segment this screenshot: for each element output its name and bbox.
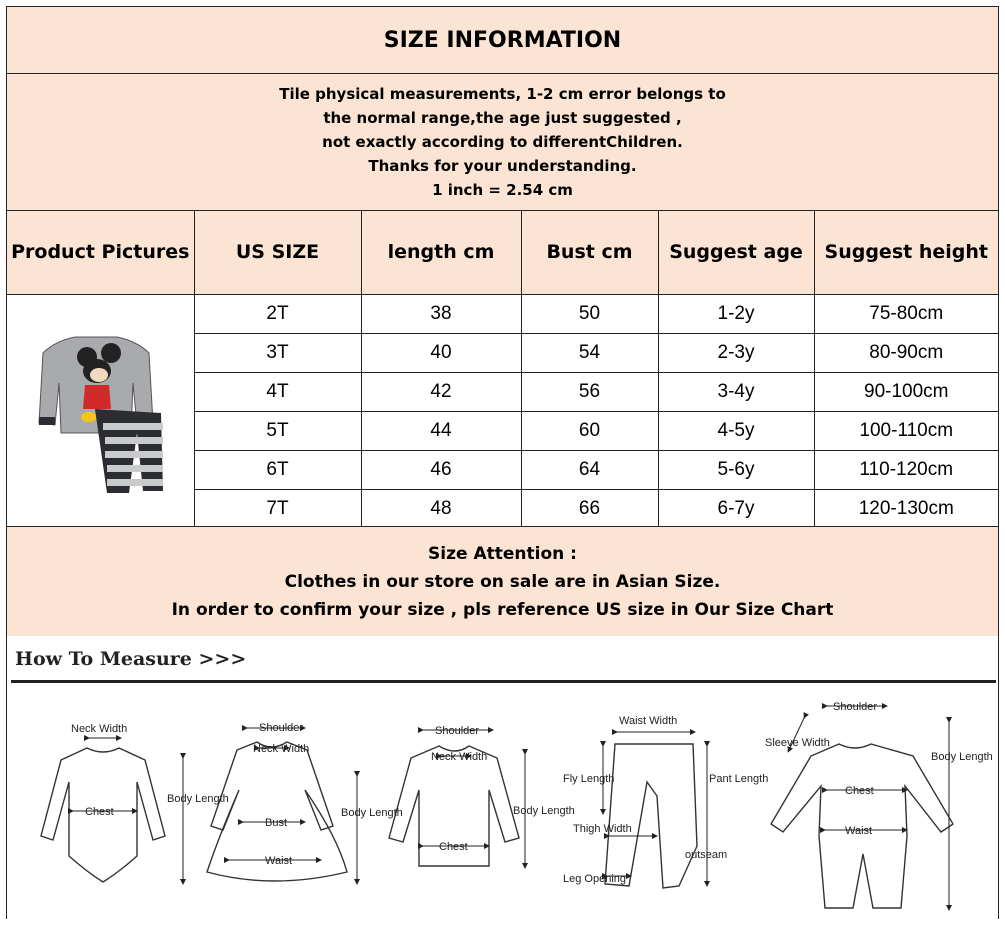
cell-height: 110-120cm xyxy=(814,450,998,489)
cell-length: 44 xyxy=(361,411,521,450)
shoulder-label: Shoulder xyxy=(435,725,480,737)
cell-height: 120-130cm xyxy=(814,489,998,528)
attention-heading: Size Attention : xyxy=(428,543,577,564)
cell-length: 38 xyxy=(361,294,521,333)
col-header-length: length cm xyxy=(361,211,521,294)
col-header-suggest-height: Suggest height xyxy=(814,211,998,294)
waist-label: Waist xyxy=(265,855,293,867)
body-length-label: Body Length xyxy=(167,793,229,805)
notice-line: not exactly according to differentChildren. xyxy=(322,133,683,151)
body-length-label: Body Length xyxy=(513,805,575,817)
size-chart xyxy=(6,6,999,919)
cell-us-size: 7T xyxy=(194,489,361,528)
cell-age: 4-5y xyxy=(658,411,814,450)
cell-height: 90-100cm xyxy=(814,372,998,411)
cell-length: 48 xyxy=(361,489,521,528)
cell-length: 42 xyxy=(361,372,521,411)
waist-width-label: Waist Width xyxy=(619,715,678,727)
waist-label: Waist xyxy=(845,825,873,837)
pants-diagram xyxy=(605,744,697,888)
leg-opening-label: Leg Opening xyxy=(563,873,626,885)
col-header-suggest-age: Suggest age xyxy=(658,211,814,294)
cell-us-size: 2T xyxy=(194,294,361,333)
product-picture xyxy=(7,294,194,528)
how-to-measure xyxy=(7,636,998,919)
col-header-bust: Bust cm xyxy=(521,211,658,294)
col-header-product-pictures: Product Pictures xyxy=(7,211,194,294)
cell-age: 5-6y xyxy=(658,450,814,489)
chest-label: Chest xyxy=(85,806,114,818)
neck-width-label: Neck Width xyxy=(431,751,488,763)
notice-line: Thanks for your understanding. xyxy=(368,157,637,175)
body-length-label: Body Length xyxy=(341,807,403,819)
cell-length: 46 xyxy=(361,450,521,489)
pant-length-label: Pant Length xyxy=(709,773,769,785)
measure-diagrams xyxy=(7,686,998,919)
cell-us-size: 3T xyxy=(194,333,361,372)
table-row xyxy=(7,294,998,333)
notice-line: the normal range,the age just suggested , xyxy=(323,109,682,127)
cell-bust: 60 xyxy=(521,411,658,450)
cell-age: 3-4y xyxy=(658,372,814,411)
cell-height: 80-90cm xyxy=(814,333,998,372)
measurement-notice xyxy=(7,74,998,211)
measure-diagrams-svg xyxy=(7,686,998,919)
cell-bust: 56 xyxy=(521,372,658,411)
attention-line: Clothes in our store on sale are in Asian Size. xyxy=(284,571,721,592)
cell-bust: 50 xyxy=(521,294,658,333)
chest-label: Chest xyxy=(845,785,874,797)
fly-length-label: Fly Length xyxy=(563,773,615,785)
size-table xyxy=(7,211,998,529)
shoulder-label: Shoulder xyxy=(833,701,878,713)
page-title: SIZE INFORMATION xyxy=(7,7,998,74)
thigh-width-label: Thigh Width xyxy=(573,823,632,835)
col-header-us-size: US SIZE xyxy=(194,211,361,294)
sleeve-width-label: Sleeve Width xyxy=(765,737,830,749)
cell-us-size: 6T xyxy=(194,450,361,489)
attention-line: In order to confirm your size , pls reference US size in Our Size Chart xyxy=(171,599,834,620)
table-header-row xyxy=(7,211,998,294)
cell-bust: 54 xyxy=(521,333,658,372)
notice-line: Tile physical measurements, 1-2 cm error belongs to xyxy=(279,85,726,103)
cell-bust: 66 xyxy=(521,489,658,528)
bust-label: Bust xyxy=(265,817,288,829)
chest-label: Chest xyxy=(439,841,468,853)
cell-age: 6-7y xyxy=(658,489,814,528)
cell-height: 100-110cm xyxy=(814,411,998,450)
neck-width-label: Neck Width xyxy=(253,743,310,755)
cell-age: 1-2y xyxy=(658,294,814,333)
cell-us-size: 5T xyxy=(194,411,361,450)
how-to-measure-title: How To Measure >>> xyxy=(15,648,247,670)
cell-us-size: 4T xyxy=(194,372,361,411)
size-attention xyxy=(7,526,998,636)
cell-height: 75-80cm xyxy=(814,294,998,333)
outseam-label: outseam xyxy=(685,849,728,861)
cell-bust: 64 xyxy=(521,450,658,489)
pajama-set-image xyxy=(25,313,175,503)
shoulder-label: Shoulder xyxy=(259,722,304,734)
notice-line: 1 inch = 2.54 cm xyxy=(432,181,573,199)
divider xyxy=(11,680,996,683)
body-length-label: Body Length xyxy=(931,751,993,763)
neck-width-label: Neck Width xyxy=(71,723,128,735)
cell-age: 2-3y xyxy=(658,333,814,372)
cell-length: 40 xyxy=(361,333,521,372)
